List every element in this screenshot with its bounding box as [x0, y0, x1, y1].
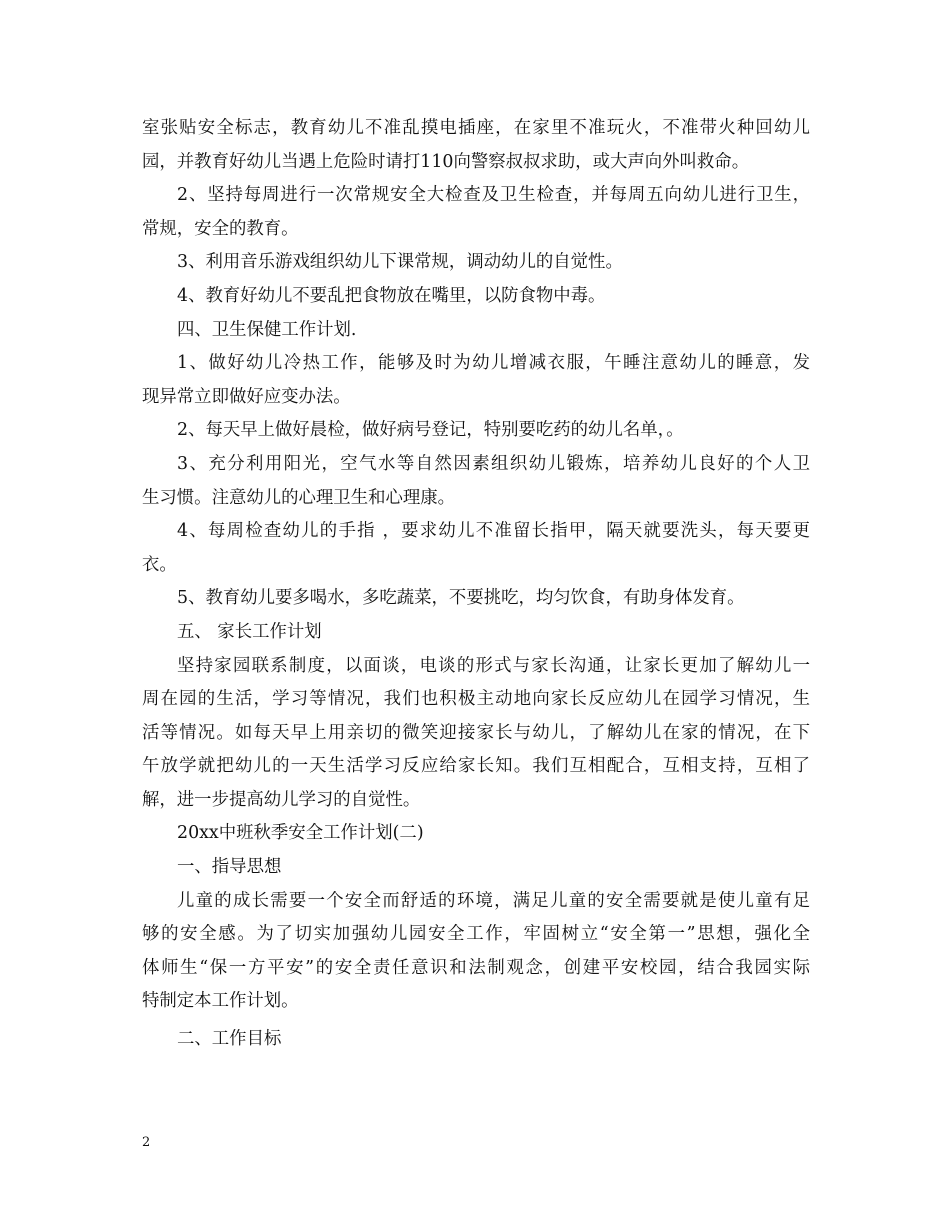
paragraph-line: 5、教育幼儿要多喝水，多吃蔬菜，不要挑吃，均匀饮食，有助身体发育。 — [177, 588, 745, 609]
paragraph-line: 园，并教育好幼儿当遇上危险时请打110向警察叔叔求助，或大声向外叫救命。 — [142, 151, 750, 172]
paragraph-line: 1、做好幼儿冷热工作，能够及时为幼儿增减衣服，午睡注意幼儿的睡意，发 — [177, 353, 810, 374]
paragraph-line: 活等情况。如每天早上用亲切的微笑迎接家长与幼儿，了解幼儿在家的情况，在下 — [142, 722, 810, 743]
paragraph-line: 常规，安全的教育。 — [142, 218, 299, 239]
document-body — [142, 112, 810, 1057]
paragraph-line: 衣。 — [142, 554, 177, 575]
paragraph-line: 周在园的生活，学习等情况，我们也积极主动地向家长反应幼儿在园学习情况，生 — [142, 689, 810, 710]
paragraph-line: 3、充分利用阳光，空气水等自然因素组织幼儿锻炼，培养幼儿良好的个人卫 — [177, 453, 810, 474]
paragraph-line: 体师生“保一方平安”的安全责任意识和法制观念，创建平安校园，结合我园实际 — [142, 957, 810, 978]
paragraph-line: 3、利用音乐游戏组织幼儿下课常规，调动幼儿的自觉性。 — [177, 252, 623, 273]
paragraph-line: 生习惯。注意幼儿的心理卫生和心理康。 — [142, 487, 456, 508]
section-heading: 一、指导思想 — [177, 857, 282, 878]
paragraph-line: 现异常立即做好应变办法。 — [142, 386, 351, 407]
paragraph-line: 坚持家园联系制度，以面谈，电谈的形式与家长沟通，让家长更加了解幼儿一 — [177, 655, 810, 676]
paragraph-line: 室张贴安全标志，教育幼儿不准乱摸电插座，在家里不准玩火，不准带火种回幼儿 — [142, 118, 810, 138]
section-heading: 二、工作目标 — [177, 1029, 282, 1050]
document-subtitle: 20xx中班秋季安全工作计划(二) — [177, 823, 424, 844]
page-number: 2 — [142, 1135, 151, 1150]
paragraph-line: 儿童的成长需要一个安全而舒适的环境，满足儿童的安全需要就是使儿童有足 — [177, 890, 810, 911]
paragraph-line: 特制定本工作计划。 — [142, 991, 299, 1012]
paragraph-line: 2、坚持每周进行一次常规安全大检查及卫生检查，并每周五向幼儿进行卫生， — [177, 185, 810, 206]
paragraph-line: 4、每周检查幼儿的手指 ，要求幼儿不准留长指甲，隔天就要洗头，每天要更 — [177, 521, 810, 542]
paragraph-line: 够的安全感。为了切实加强幼儿园安全工作，牢固树立“安全第一”思想，强化全 — [142, 924, 810, 945]
paragraph-line: 解，进一步提高幼儿学习的自觉性。 — [142, 789, 421, 810]
paragraph-line: 午放学就把幼儿的一天生活学习反应给家长知。我们互相配合，互相支持，互相了 — [142, 756, 810, 777]
paragraph-line: 2、每天早上做好晨检，做好病号登记，特别要吃药的幼儿名单，。 — [177, 420, 684, 441]
section-heading: 四、卫生保健工作计划. — [177, 319, 357, 340]
section-heading: 五、 家长工作计划 — [177, 621, 322, 642]
paragraph-line: 4、教育好幼儿不要乱把食物放在嘴里，以防食物中毒。 — [177, 285, 606, 306]
